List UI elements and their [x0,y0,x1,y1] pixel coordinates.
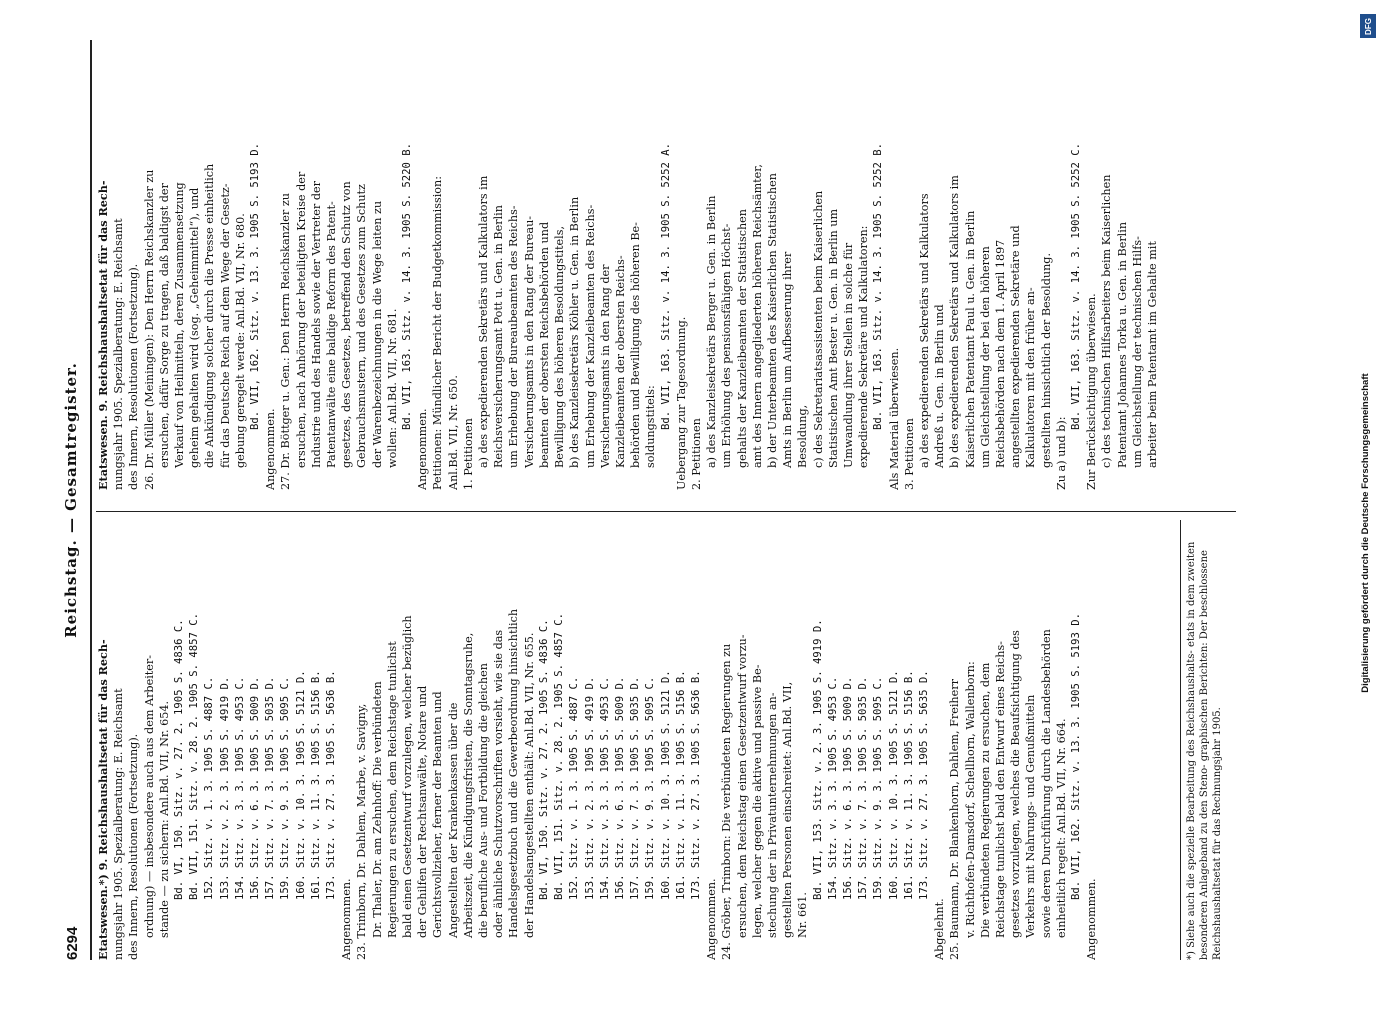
left_column-line: Angestellten der Krankenkassen über die [446,702,460,938]
left_column-line: legen, welcher gegen die aktive und passive Be- [750,664,764,938]
left_column-line: 153. Sitz. v. 2. 3. 1905 S. 4919 D. [583,676,596,900]
right_column-line: Angenommen. [264,408,278,490]
right_column-line: Andreß u. Gen. in Berlin und [933,304,947,468]
right_column-line: um Gleichstellung der technischen Hilfs- [1130,236,1144,468]
right_column-line: Patentanwälte eine baldige Reform des Patent- [325,201,339,468]
right_column-line: Bd. VII, 163. Sitz. v. 14. 3. 1905 S. 5252 B. [872,142,885,430]
left_column-line: 160. Sitz. v. 10. 3. 1905 S. 5121 D. [659,670,672,900]
right_column-line: behörden und Bewilligung des höheren Be- [629,222,643,468]
left_column-line: 159. Sitz. v. 9. 3. 1905 S. 5095 C. [644,676,657,900]
left_column-line: gesetzes vorzulegen, welches die Beaufsichtigung des [1009,630,1023,938]
right_column-line: Zur Berücksichtigung überwiesen. [1085,293,1099,490]
left_column-line: 24. Gröber, Trimborn: Die verbündeten Regierungen zu [720,643,734,960]
right_column-line: c) des technischen Hilfsarbeiters beim Kaiserlichen [1100,174,1114,468]
left_column-line: der Handelsangestellten enthält: Anl.Bd. VII, Nr. 655. [522,632,536,938]
left_column-line: Reichstage tunlichst bald den Entwurf eines Reichs- [993,641,1007,938]
left_column-line: Angenommen. [705,878,719,960]
left_column-line: Angenommen. [340,878,354,960]
left_column-line: 154. Sitz. v. 3. 3. 1905 S. 4953 C. [233,676,246,900]
dfg-watermark [1357,6,1379,994]
running-title: Reichstag. — Gesamtregister. [62,362,80,638]
right_column-line: für das Deutsche Reich auf dem Wege der Gesetz- [218,183,232,468]
left_column-line: 25. Baumann, Dr. Blankenhorn, Dahlem, Freiherr [948,679,962,960]
right_column-line: amt des Innern angegliederten höheren Reichsämter, [750,164,764,468]
right_column-line: a) des expedierenden Sekretärs und Kalkulators im [477,175,491,468]
right-column [96,50,1236,490]
left_column-line: Verkehrs mit Nahrungs- und Genußmitteln [1024,694,1038,938]
left_column-line: Handelsgesetzbuch und die Gewerbeordnung hinsichtlich [507,608,521,938]
left_column-line: die berufliche Aus- und Fortbildung die gleichen [477,663,491,938]
right_column-line: Bd. VII, 163. Sitz. v. 14. 3. 1905 S. 5252 A. [659,142,672,430]
right_column-line: um Erhöhung des pensionsfähigen Höchst- [720,223,734,468]
left_column-line: der Gehilfen der Rechtsanwälte, Notare und [416,685,430,938]
right_column-line: 27. Dr. Böttger u. Gen.: Den Herrn Reichskanzler zu [279,193,293,490]
left_column-line: 23. Trimborn, Dr. Dahlem, Marbe, v. Savigny, [355,703,369,960]
right_column-line: Etatswesen. 9. Reichshaushaltsetat für das Rech- [96,180,110,490]
left_column-line: stande — zu sichern: Anl.Bd. VII, Nr. 654. [157,700,171,938]
left_column-line: 157. Sitz. v. 7. 3. 1905 S. 5035 D. [629,676,642,900]
right_column-line: Kaiserlichen Patentamt Paul u. Gen. in Berlin [963,210,977,468]
right_column-line: ersuchen, dafür Sorge zu tragen, daß baldigst der [157,183,171,468]
right_column-line: beamten der obersten Reichsbehörden und [537,221,551,468]
right_column-line: expedierende Sekretäre und Kalkulatoren: [857,225,871,468]
left-column [96,520,1236,960]
left_column-line: Abgelehnt. [933,898,947,960]
left_column-line: 152. Sitz. v. 1. 3. 1905 S. 4887 C. [203,676,216,900]
right_column-line: um Gleichstellung der bei den höheren [978,246,992,468]
left_column-line: Die verbündeten Regierungen zu ersuchen, dem [978,662,992,938]
left_column-line: gestellten Personen einschreitet: Anl.Bd. VII, [781,681,795,938]
left_column-line: Bd. VI, 150. Sitz. v. 27. 2. 1905 S. 4836 C. [173,619,186,900]
right_column-line: Umwandlung ihrer Stellen in solche für [841,242,855,468]
right_column-line: ersuchen, nach Anhörung der beteiligten Kreise der [294,171,308,468]
right_column-line: a) des Kanzleisekretärs Berger u. Gen. in Berlin [705,195,719,468]
left_column-line: Angenommen. [1085,878,1099,960]
left_column-line: 153. Sitz. v. 2. 3. 1905 S. 4919 D. [218,676,231,900]
left_column-line: 159. Sitz. v. 9. 3. 1905 S. 5095 C. [279,676,292,900]
right_column-line: Gebrauchsmustern, und des Gesetzes zum Schutz [355,184,369,468]
right_column-line: Versicherungsamts in den Rang der Bureau- [522,215,536,468]
right_column-line: Reichsbehörden nach dem 1. April 1897 [993,239,1007,468]
left_column-line: 173. Sitz. v. 27. 3. 1905 S. 5636 B. [325,670,338,900]
right_column-line: um Erhebung der Kanzleibeamten des Reichs- [583,204,597,468]
left_column-line: 156. Sitz. v. 6. 3. 1905 S. 5009 D. [613,676,626,900]
right_column-line: angestellten expedierenden Sekretäre und [1009,225,1023,468]
left_column-line: des Innern, Resolutionen (Fortsetzung). [127,733,141,960]
left_column-line: 161. Sitz. v. 11. 3. 1905 S. 5156 B. [309,670,322,900]
right_column-line: Besoldung, [796,404,810,468]
left_column-line: Bd. VII, 162. Sitz. v. 13. 3. 1905 S. 5193 D. [1070,612,1082,900]
right_column-line: Patentamt Johannes Torka u. Gen. in Berlin [1115,221,1129,468]
right_column-line: die Ankündigung solcher durch die Presse einheitlich [203,163,217,468]
left_column-line: 154. Sitz. v. 3. 3. 1905 S. 4953 C. [598,676,611,900]
right_column-line: arbeiter beim Patentamt im Gehalte mit [1146,241,1160,468]
right_column-line: um Erhebung der Bureaubeamten des Reichs- [507,205,521,468]
left_column-line: 161. Sitz. v. 11. 3. 1905 S. 5156 B. [674,670,687,900]
right_column-line: b) des expedierenden Sekretärs und Kalkulators im [948,175,962,468]
left_column-line: 161. Sitz. v. 11. 3. 1905 S. 5156 B. [902,670,915,900]
right_column-line: wollen: Anl.Bd. VII, Nr. 681. [385,308,399,468]
right_column-line: Statistischen Amt Bester u. Gen. in Berlin um [826,208,840,468]
left_column-line: 154. Sitz. v. 3. 3. 1905 S. 4953 C. [826,676,839,900]
right_column-line: 26. Dr. Müller (Meiningen): Den Herrn Reichskanzler zu [142,169,156,490]
left_column-line: 160. Sitz. v. 10. 3. 1905 S. 5121 D. [887,670,900,900]
right_column-line: Versicherungsamts in den Rang der [598,264,612,468]
left_column-line: einheitlich regelt: Anl.Bd. VII, Nr. 664. [1054,718,1068,938]
right_column-line: b) der Unterbeamten des Kaiserlichen Statistischen [765,173,779,468]
right_column-line: Uebergang zur Tagesordnung. [674,316,688,490]
dfg-logo: DFG [1360,14,1376,38]
column-divider [96,511,1236,512]
page-header [60,40,92,960]
left_column-line: nungsjahr 1905. Spezialberatung: E. Reichsamt [112,688,126,960]
left_column-line: Bd. VII, 151. Sitz. v. 28. 2. 1905 S. 4857 C. [553,612,566,900]
left_column-line: Gerichtsvollzieher, ferner der Beamten und [431,691,445,938]
right_column-line: b) des Kanzleisekretärs Köhler u. Gen. in Berlin [568,196,582,468]
left_column-line: stechung der in Privatunternehmungen an- [765,692,779,938]
left_column-line: Dr. Thaler, Dr. am Zehnhoff: Die verbündeten [370,681,384,938]
left_column-line: Regierungen zu ersuchen, dem Reichstage tunlichst [385,641,399,938]
right_column-line: gebung geregelt werde: Anl.Bd. VII, Nr. 680. [233,213,247,468]
left_column-line: 157. Sitz. v. 7. 3. 1905 S. 5035 D. [264,676,277,900]
page-number: 6294 [64,926,81,960]
right_column-line: Reichsversicherungsamt Pott u. Gen. in Berlin [492,205,506,468]
right_column-line: Anl.Bd. VII, Nr. 650. [446,375,460,490]
right_column-line: c) des Sekretariatsassistenten beim Kaiserlichen [811,190,825,468]
right_column-line: Bewilligung des höheren Besoldungstitels, [553,225,567,468]
right_column-line: geheim gehalten wird (sog. „Geheimmittel“), und [188,187,202,468]
right_column-line: des Innern, Resolutionen (Fortsetzung). [127,263,141,490]
left_column-line: Bd. VI, 150. Sitz. v. 27. 2. 1905 S. 4836 C. [537,619,550,900]
right_column-line: soldungstitels: [644,385,658,468]
right_column-line: Industrie und des Handels sowie der Vertreter der [309,181,323,468]
left_column-line: 159. Sitz. v. 9. 3. 1905 S. 5095 C. [872,676,885,900]
right_column-line: Bd. VII, 163. Sitz. v. 14. 3. 1905 S. 5220 B. [401,142,414,430]
right_column-line: Kalkulatoren mit den früher an- [1024,287,1038,468]
dfg-watermark-text: Digitalisierung gefördert durch die Deutsche Forschungsgemeinschaft [1360,373,1371,693]
footnote: *) Siehe auch die spezielle Bearbeitung des Reichshaushalts- etats in dem zweiten besonderen Anlageband zu den Steno- graphischen Berichten: Der beschlossene Reichshaushaltsetat für das Rechnungsjahr 1905. [1180,520,1224,960]
right_column-line: Bd. VII, 162. Sitz. v. 13. 3. 1905 S. 5193 D. [249,142,262,430]
right_column-line: Kanzleibeamten der obersten Reichs- [613,255,627,468]
right_column-line: a) des expedierenden Sekretärs und Kalkulators [917,193,931,468]
left_column-line: 152. Sitz. v. 1. 3. 1905 S. 4887 C. [568,676,581,900]
right_column-line: nungsjahr 1905. Spezialberatung: E. Reichsamt [112,218,126,490]
left_column-line: 173. Sitz. v. 27. 3. 1905 S. 5636 B. [689,670,702,900]
right_column-line: gestellten hinsichtlich der Besoldung. [1039,252,1053,468]
left_column-line: 156. Sitz. v. 6. 3. 1905 S. 5009 D. [249,676,262,900]
right_column-line: Petitionen: Mündlicher Bericht der Budgetkommission: [431,176,445,490]
right_column-line: Amts in Berlin um Aufbesserung ihrer [781,251,795,468]
left_column-line: ordnung) — insbesondere auch aus dem Arbeiter- [142,654,156,938]
left_column-line: bald einen Gesetzentwurf vorzulegen, welcher bezüglich [401,615,415,938]
left_column-line: v. Richthofen-Damsdorf, Schellhorn, Wallenborn: [963,661,977,938]
right_column-line: Als Material überwiesen. [887,347,901,490]
left_column-line: 160. Sitz. v. 10. 3. 1905 S. 5121 D. [294,670,307,900]
right_column-line: gehalts der Kanzleibeamten der Statistischen [735,208,749,468]
right_column-line: Bd. VII, 163. Sitz. v. 14. 3. 1905 S. 5252 C. [1070,142,1082,430]
right_column-line: der Warenbezeichnungen in die Wege leiten zu [370,200,384,468]
right_column-line: Verkauf von Heilmitteln, deren Zusammensetzung [173,182,187,468]
right_column-line: 2. Petitionen [689,418,703,490]
left_column-line: 173. Sitz. v. 27. 3. 1905 S. 5635 D. [917,670,930,900]
left_column-line: ersuchen, dem Reichstag einen Gesetzentwurf vorzu- [735,634,749,938]
left_column-line: oder ähnliche Schutzvorschriften vorsieht, wie sie das [492,629,506,938]
left_column-line: Bd. VII, 151. Sitz. v. 28. 2. 1905 S. 4857 C. [188,612,201,900]
right_column-line: Zu a) und b): [1054,416,1068,490]
left_column-line: Etatswesen.*) 9. Reichshaushaltsetat für das Rech- [96,639,110,960]
right_column-line: Angenommen. [416,408,430,490]
left_column-line: Nr. 661. [796,892,810,938]
left_column-line: 157. Sitz. v. 7. 3. 1905 S. 5035 D. [857,676,870,900]
left_column-line: Arbeitszeit, die Kündigungsfristen, die Sonntagsruhe, [461,632,475,938]
left_column-line: sowie deren Durchführung durch die Landesbehörden [1039,629,1053,938]
left_column-line: Bd. VII, 153. Sitz. v. 2. 3. 1905 S. 4919 D. [811,619,824,900]
right_column-line: gesetzes, des Gesetzes, betreffend den Schutz von [340,181,354,468]
right_column-line: 1. Petitionen [461,418,475,490]
right_column-line: 3. Petitionen [902,418,916,490]
left_column-line: 156. Sitz. v. 6. 3. 1905 S. 5009 D. [841,676,854,900]
